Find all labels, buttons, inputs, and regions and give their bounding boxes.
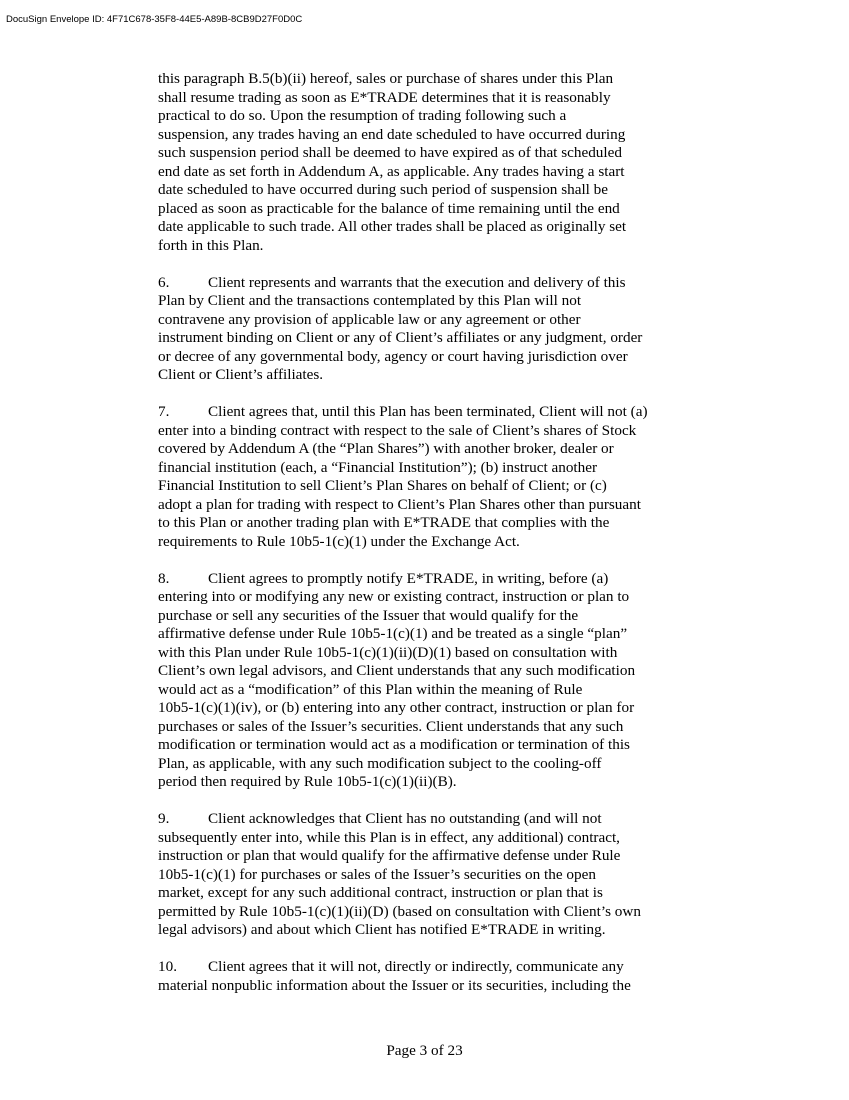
page-number: Page 3 of 23	[386, 1042, 463, 1059]
text-line: purchases or sales of the Issuer’s securities. Client understands that any such	[158, 717, 624, 735]
paragraph-10	[158, 958, 694, 995]
text-line	[158, 274, 694, 293]
paragraph-number: 10.	[158, 958, 177, 975]
text-line-body: Client acknowledges that Client has no outstanding (and will not	[208, 810, 602, 827]
paragraph-number: 9.	[158, 810, 170, 827]
paragraph-number: 8.	[158, 569, 170, 587]
paragraph-7	[158, 403, 694, 551]
text-line: forth in this Plan.	[158, 236, 264, 254]
text-line: purchase or sell any securities of the Issuer that would qualify for the	[158, 606, 579, 624]
text-line	[158, 570, 694, 589]
envelope-id: DocuSign Envelope ID: 4F71C678-35F8-44E5-A89B-8CB9D27F0D0C	[6, 14, 303, 25]
text-line	[158, 810, 694, 829]
text-line: placed as soon as practicable for the balance of time remaining until the end	[158, 199, 620, 217]
paragraph-number: 7.	[158, 403, 170, 420]
text-line: date applicable to such trade. All other trades shall be placed as originally set	[158, 218, 627, 235]
paragraph-6	[158, 274, 694, 385]
text-line: 10b5-1(c)(1) for purchases or sales of the Issuer’s securities on the open	[158, 865, 596, 883]
text-line: Plan by Client and the transactions contemplated by this Plan will not	[158, 292, 582, 309]
text-line-body: Client agrees to promptly notify E*TRADE, in writing, before (a)	[208, 569, 609, 587]
text-line: affirmative defense under Rule 10b5-1(c)(1) and be treated as a single “plan”	[158, 625, 628, 642]
text-line: end date as set forth in Addendum A, as applicable. Any trades having a start	[158, 162, 625, 180]
text-line: with this Plan under Rule 10b5-1(c)(1)(ii)(D)(1) based on consultation with	[158, 643, 618, 661]
text-line: enter into a binding contract with respect to the sale of Client’s shares of Stock	[158, 421, 637, 439]
paragraph-9	[158, 810, 694, 940]
text-line: covered by Addendum A (the “Plan Shares”) with another broker, dealer or	[158, 440, 614, 457]
text-line: 10b5-1(c)(1)(iv), or (b) entering into any other contract, instruction or plan for	[158, 699, 635, 716]
text-line-body: Client represents and warrants that the execution and delivery of this	[208, 273, 626, 291]
text-line: period then required by Rule 10b5-1(c)(1)(ii)(B).	[158, 773, 457, 790]
paragraph-8	[158, 570, 694, 792]
paragraph-number: 6.	[158, 273, 170, 291]
text-line: practical to do so. Upon the resumption of trading following such a	[158, 107, 567, 124]
text-line: financial institution (each, a “Financial Institution”); (b) instruct another	[158, 458, 598, 476]
text-line: requirements to Rule 10b5-1(c)(1) under the Exchange Act.	[158, 532, 520, 550]
text-line: or decree of any governmental body, agency or court having jurisdiction over	[158, 347, 628, 365]
text-line: contravene any provision of applicable law or any agreement or other	[158, 310, 581, 328]
text-line: would act as a “modification” of this Plan within the meaning of Rule	[158, 680, 583, 698]
text-line: instrument binding on Client or any of Client’s affiliates or any judgment, order	[158, 329, 643, 346]
text-line: modification or termination would act as a modification or termination of this	[158, 736, 630, 753]
text-line: entering into or modifying any new or existing contract, instruction or plan to	[158, 588, 630, 605]
text-line	[158, 403, 694, 422]
text-line: market, except for any such additional contract, instruction or plan that is	[158, 884, 603, 901]
text-line: Client or Client’s affiliates.	[158, 366, 324, 383]
text-line-body: Client agrees that, until this Plan has been terminated, Client will not (a)	[208, 403, 648, 420]
text-line: legal advisors) and about which Client has notified E*TRADE in writing.	[158, 921, 606, 938]
text-line: to this Plan or another trading plan with E*TRADE that complies with the	[158, 514, 610, 531]
text-line: this paragraph B.5(b)(ii) hereof, sales or purchase of shares under this Plan	[158, 70, 614, 87]
text-line: Plan, as applicable, with any such modification subject to the cooling-off	[158, 754, 602, 772]
text-line: adopt a plan for trading with respect to Client’s Plan Shares other than pursuant	[158, 495, 641, 513]
text-line: date scheduled to have occurred during such period of suspension shall be	[158, 181, 609, 198]
paragraph-continuation	[158, 70, 694, 255]
text-line: Client’s own legal advisors, and Client understands that any such modification	[158, 662, 636, 679]
text-line-body: Client agrees that it will not, directly or indirectly, communicate any	[208, 958, 624, 975]
text-line: shall resume trading as soon as E*TRADE determines that it is reasonably	[158, 88, 611, 106]
text-line: suspension, any trades having an end date scheduled to have occurred during	[158, 125, 626, 143]
text-line: such suspension period shall be deemed to have expired as of that scheduled	[158, 144, 622, 161]
text-line: material nonpublic information about the Issuer or its securities, including the	[158, 976, 631, 994]
document-body	[158, 70, 694, 1014]
text-line	[158, 958, 694, 977]
text-line: Financial Institution to sell Client’s Plan Shares on behalf of Client; or (c)	[158, 477, 607, 494]
text-line: instruction or plan that would qualify for the affirmative defense under Rule	[158, 847, 621, 864]
text-line: subsequently enter into, while this Plan is in effect, any additional) contract,	[158, 828, 620, 846]
text-line: permitted by Rule 10b5-1(c)(1)(ii)(D) (based on consultation with Client’s own	[158, 902, 641, 920]
